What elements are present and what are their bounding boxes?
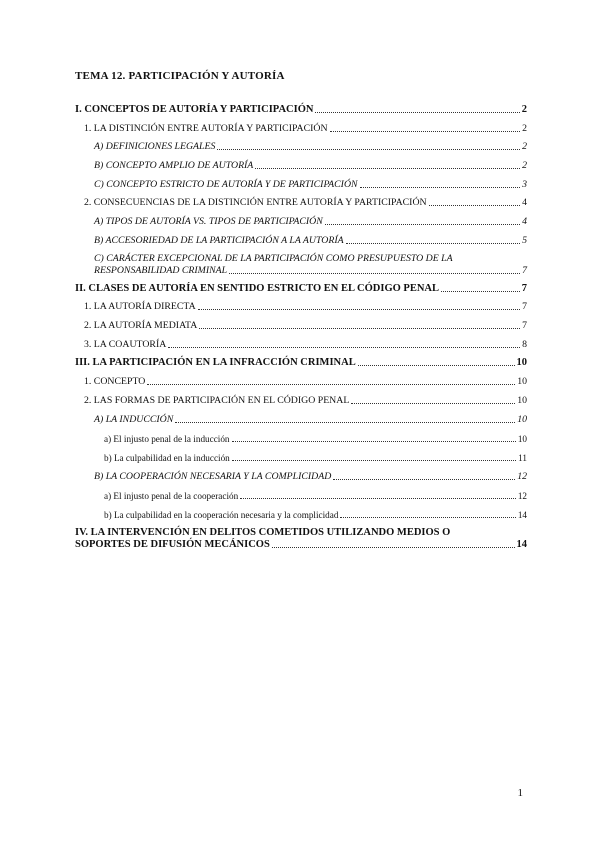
toc-entry[interactable] xyxy=(75,490,527,502)
toc-entry-text: a) El injusto penal de la cooperación xyxy=(104,491,239,501)
toc-leader-dots xyxy=(360,187,521,188)
toc-entry-text: 1. CONCEPTO xyxy=(84,376,146,387)
toc-entry[interactable] xyxy=(75,301,527,313)
toc-leader-dots xyxy=(429,205,520,206)
toc-entry[interactable] xyxy=(75,527,527,551)
table-of-contents xyxy=(75,104,527,551)
toc-leader-dots xyxy=(325,224,520,225)
toc-entry-text: B) LA COOPERACIÓN NECESARIA Y LA COMPLICIDAD xyxy=(94,471,332,482)
toc-leader-dots xyxy=(340,517,515,518)
toc-entry-page: 10 xyxy=(517,434,527,444)
toc-leader-dots xyxy=(217,149,520,150)
toc-leader-dots xyxy=(255,168,520,169)
toc-entry[interactable] xyxy=(75,395,527,407)
toc-leader-dots xyxy=(315,112,519,113)
toc-leader-dots xyxy=(346,243,521,244)
toc-entry[interactable] xyxy=(75,235,527,247)
toc-entry-page: 10 xyxy=(516,357,527,368)
toc-entry-text: A) LA INDUCCIÓN xyxy=(94,414,174,425)
toc-entry-page: 4 xyxy=(522,197,527,208)
toc-entry-text: b) La culpabilidad en la cooperación necesaria y la complicidad xyxy=(104,510,339,520)
toc-entry[interactable] xyxy=(75,216,527,228)
toc-leader-dots xyxy=(229,273,520,274)
toc-entry-text: II. CLASES DE AUTORÍA EN SENTIDO ESTRICTO EN EL CÓDIGO PENAL xyxy=(75,283,440,294)
toc-entry-text: 1. LA AUTORÍA DIRECTA xyxy=(84,301,196,312)
toc-entry[interactable] xyxy=(75,357,527,369)
toc-entry-text: B) CONCEPTO AMPLIO DE AUTORÍA xyxy=(94,160,254,171)
toc-entry-text: C) CONCEPTO ESTRICTO DE AUTORÍA Y DE PARTICIPACIÓN xyxy=(94,179,358,190)
toc-leader-dots xyxy=(175,422,515,423)
toc-entry[interactable] xyxy=(75,320,527,332)
toc-entry[interactable] xyxy=(75,509,527,521)
toc-entry-text: B) ACCESORIEDAD DE LA PARTICIPACIÓN A LA AUTORÍA xyxy=(94,235,344,246)
toc-entry[interactable] xyxy=(75,471,527,483)
toc-entry-page: 10 xyxy=(517,376,527,387)
toc-entry-page: 10 xyxy=(517,395,527,406)
toc-entry[interactable] xyxy=(75,283,527,295)
toc-entry[interactable] xyxy=(75,197,527,209)
toc-entry-page: 7 xyxy=(522,301,527,312)
toc-entry-text: IV. LA INTERVENCIÓN EN DELITOS COMETIDOS UTILIZANDO MEDIOS O xyxy=(75,527,451,538)
toc-entry-page: 2 xyxy=(522,123,527,134)
toc-entry-page: 4 xyxy=(522,216,527,227)
toc-entry-page: 12 xyxy=(517,491,527,501)
toc-entry-page: 2 xyxy=(521,104,527,115)
toc-entry-page: 7 xyxy=(522,265,527,276)
toc-entry-page: 3 xyxy=(522,179,527,190)
toc-entry-text: A) DEFINICIONES LEGALES xyxy=(94,141,216,152)
toc-entry-page: 2 xyxy=(522,141,527,152)
toc-entry-text-continued: RESPONSABILIDAD CRIMINAL xyxy=(94,265,228,276)
toc-leader-dots xyxy=(232,441,516,442)
toc-entry-text: A) TIPOS DE AUTORÍA VS. TIPOS DE PARTICIPACIÓN xyxy=(94,216,323,227)
toc-entry-text: 3. LA COAUTORÍA xyxy=(84,339,167,350)
toc-entry-text: 2. CONSECUENCIAS DE LA DISTINCIÓN ENTRE AUTORÍA Y PARTICIPACIÓN xyxy=(84,197,427,208)
toc-entry[interactable] xyxy=(75,104,527,116)
toc-entry-page: 8 xyxy=(522,339,527,350)
document-title: TEMA 12. PARTICIPACIÓN Y AUTORÍA xyxy=(75,70,285,82)
toc-leader-dots xyxy=(168,347,520,348)
toc-entry-page: 7 xyxy=(522,320,527,331)
toc-entry[interactable] xyxy=(75,179,527,191)
toc-leader-dots xyxy=(330,131,521,132)
toc-leader-dots xyxy=(198,309,520,310)
toc-entry-page: 2 xyxy=(522,160,527,171)
page-number: 1 xyxy=(517,787,523,799)
toc-leader-dots xyxy=(147,384,515,385)
toc-entry[interactable] xyxy=(75,376,527,388)
toc-entry-text-continued: SOPORTES DE DIFUSIÓN MECÁNICOS xyxy=(75,539,270,550)
toc-entry-page: 14 xyxy=(516,539,527,550)
toc-entry[interactable] xyxy=(75,253,527,277)
toc-entry-page: 5 xyxy=(522,235,527,246)
toc-leader-dots xyxy=(358,365,515,366)
toc-leader-dots xyxy=(272,547,515,548)
toc-entry-text: b) La culpabilidad en la inducción xyxy=(104,453,230,463)
toc-entry-text: I. CONCEPTOS DE AUTORÍA Y PARTICIPACIÓN xyxy=(75,104,314,115)
toc-entry[interactable] xyxy=(75,414,527,426)
toc-leader-dots xyxy=(199,328,520,329)
toc-leader-dots xyxy=(232,460,516,461)
toc-leader-dots xyxy=(240,498,516,499)
toc-entry-text: 2. LA AUTORÍA MEDIATA xyxy=(84,320,198,331)
toc-entry-page: 10 xyxy=(517,414,527,425)
toc-entry-text: 1. LA DISTINCIÓN ENTRE AUTORÍA Y PARTICIPACIÓN xyxy=(84,123,328,134)
toc-entry-text: 2. LAS FORMAS DE PARTICIPACIÓN EN EL CÓDIGO PENAL xyxy=(84,395,350,406)
toc-entry-page: 14 xyxy=(517,510,527,520)
toc-entry[interactable] xyxy=(75,339,527,351)
toc-leader-dots xyxy=(333,479,515,480)
toc-entry-text: III. LA PARTICIPACIÓN EN LA INFRACCIÓN CRIMINAL xyxy=(75,357,356,368)
toc-entry-page: 12 xyxy=(517,471,527,482)
toc-entry[interactable] xyxy=(75,160,527,172)
toc-leader-dots xyxy=(351,403,515,404)
toc-entry[interactable] xyxy=(75,141,527,153)
toc-entry[interactable] xyxy=(75,433,527,445)
toc-entry-text: a) El injusto penal de la inducción xyxy=(104,434,230,444)
toc-entry-page: 7 xyxy=(521,283,527,294)
toc-leader-dots xyxy=(441,291,520,292)
toc-entry[interactable] xyxy=(75,452,527,464)
toc-entry-text: C) CARÁCTER EXCEPCIONAL DE LA PARTICIPACIÓN COMO PRESUPUESTO DE LA xyxy=(94,253,453,264)
toc-entry[interactable] xyxy=(75,123,527,135)
toc-entry-page: 11 xyxy=(518,453,527,463)
